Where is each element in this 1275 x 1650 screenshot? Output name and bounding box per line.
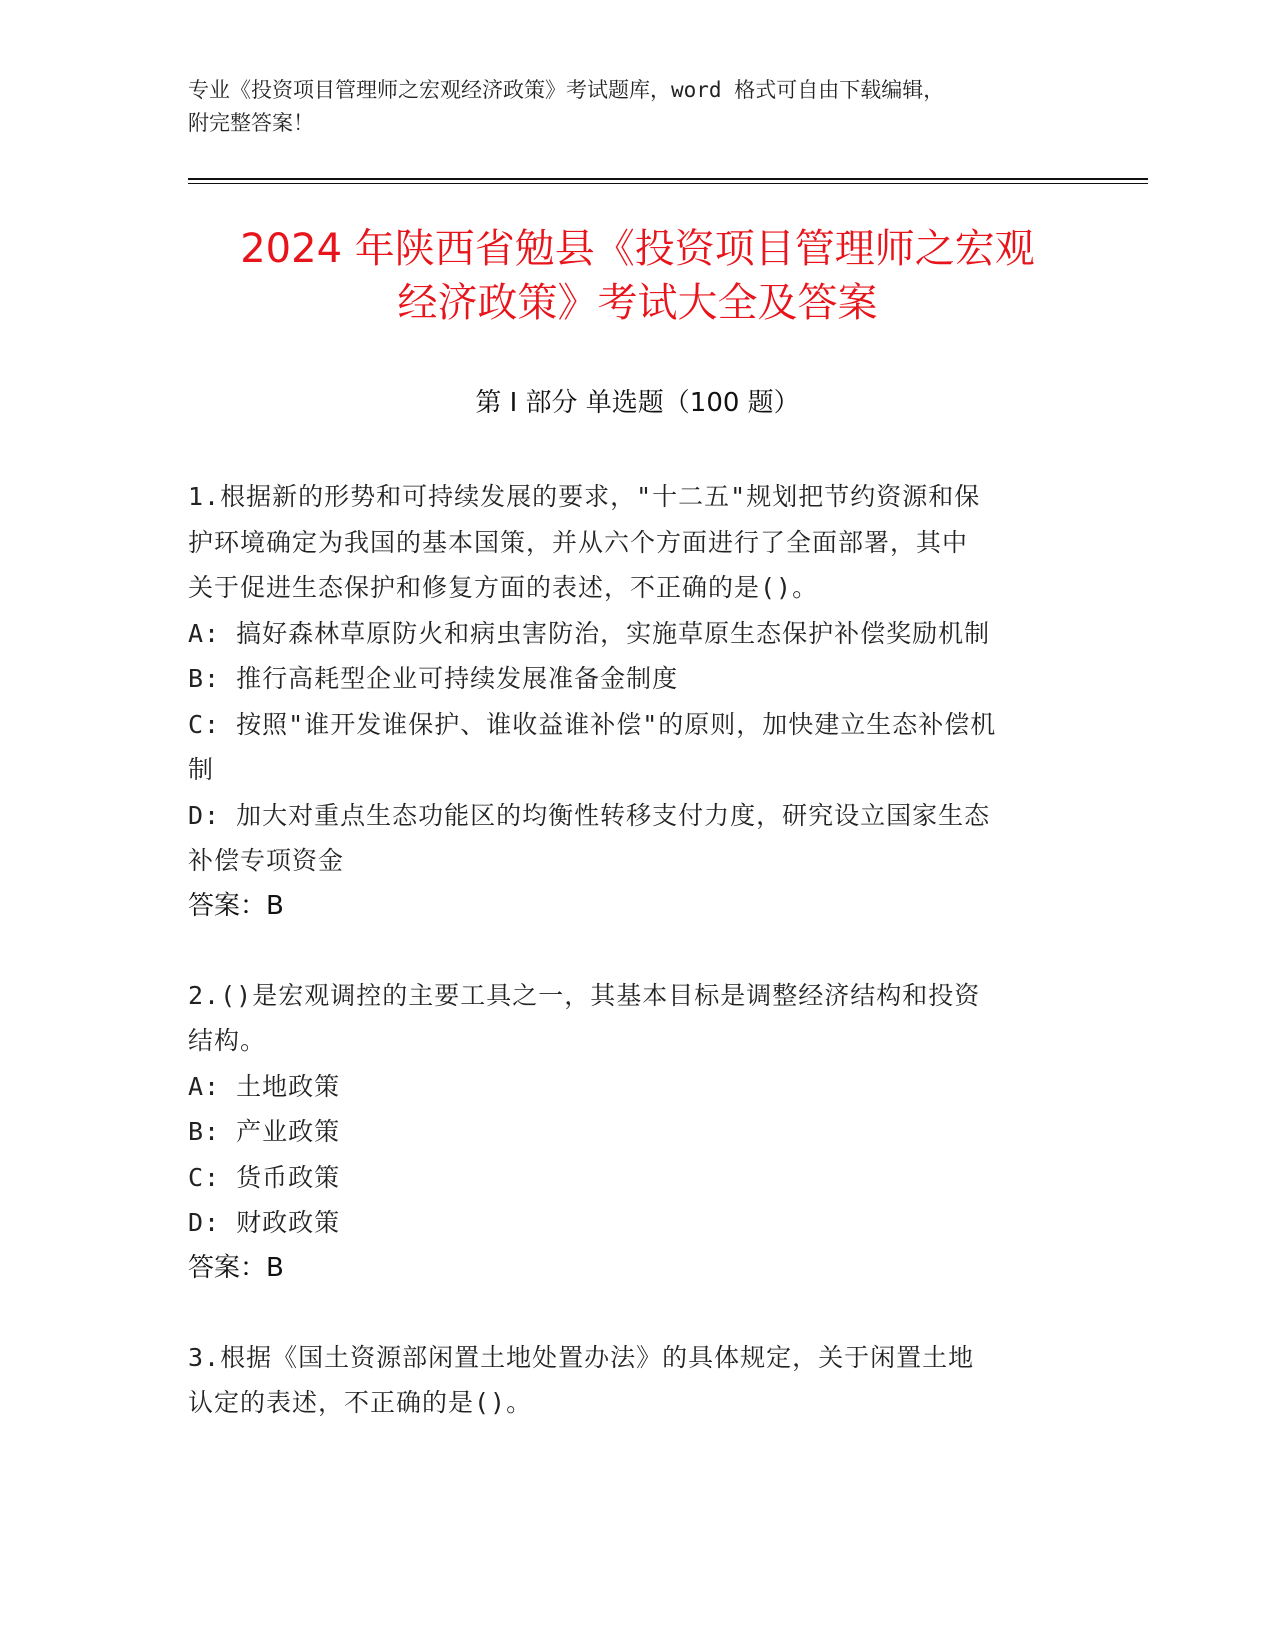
- question-2: [188, 973, 1078, 1291]
- answer: 答案：B: [188, 1252, 284, 1283]
- option-d: D: 财政政策: [188, 1208, 341, 1237]
- question-list: [188, 474, 1078, 1470]
- header-divider-thin: [188, 183, 1148, 184]
- question-stem-line: 关于促进生态保护和修复方面的表述，不正确的是()。: [188, 573, 819, 602]
- option-b: B: 推行高耗型企业可持续发展准备金制度: [188, 664, 679, 693]
- answer: 答案：B: [188, 890, 284, 921]
- title-line: 2024 年陕西省勉县《投资项目管理师之宏观: [240, 226, 1035, 272]
- header-divider: [188, 178, 1148, 180]
- header-note-line: 附完整答案！: [188, 111, 314, 135]
- section-title: 第 I 部分 单选题（100 题）: [475, 388, 800, 418]
- question-stem-line: 3.根据《国土资源部闲置土地处置办法》的具体规定，关于闲置土地: [188, 1342, 975, 1372]
- header-note: [188, 74, 1088, 140]
- question-stem-line: 1.根据新的形势和可持续发展的要求，"十二五"规划把节约资源和保: [188, 482, 981, 511]
- question-stem-line: 认定的表述，不正确的是()。: [188, 1388, 533, 1417]
- question-3: [188, 1335, 1078, 1426]
- option-d: D: 加大对重点生态功能区的均衡性转移支付力度，研究设立国家生态: [188, 800, 991, 830]
- header-note-line: 专业《投资项目管理师之宏观经济政策》考试题库，word 格式可自由下载编辑，: [188, 78, 945, 102]
- title-line: 经济政策》考试大全及答案: [397, 280, 878, 326]
- option-a: A: 土地政策: [188, 1071, 341, 1101]
- question-stem-line: 结构。: [188, 1026, 267, 1055]
- question-stem-line: 护环境确定为我国的基本国策，并从六个方面进行了全面部署，其中: [188, 527, 969, 557]
- question-stem-line: 2.()是宏观调控的主要工具之一，其基本目标是调整经济结构和投资: [188, 980, 981, 1010]
- option-d-continued: 补偿专项资金: [188, 846, 345, 875]
- option-b: B: 产业政策: [188, 1117, 341, 1146]
- option-c: C: 货币政策: [188, 1162, 341, 1192]
- option-c-continued: 制: [188, 755, 215, 784]
- document-title: [160, 222, 1115, 330]
- option-c: C: 按照"谁开发谁保护、谁收益谁补偿"的原则，加快建立生态补偿机: [188, 709, 997, 739]
- option-a: A: 搞好森林草原防火和病虫害防治，实施草原生态保护补偿奖励机制: [188, 618, 991, 648]
- question-1: [188, 474, 1078, 929]
